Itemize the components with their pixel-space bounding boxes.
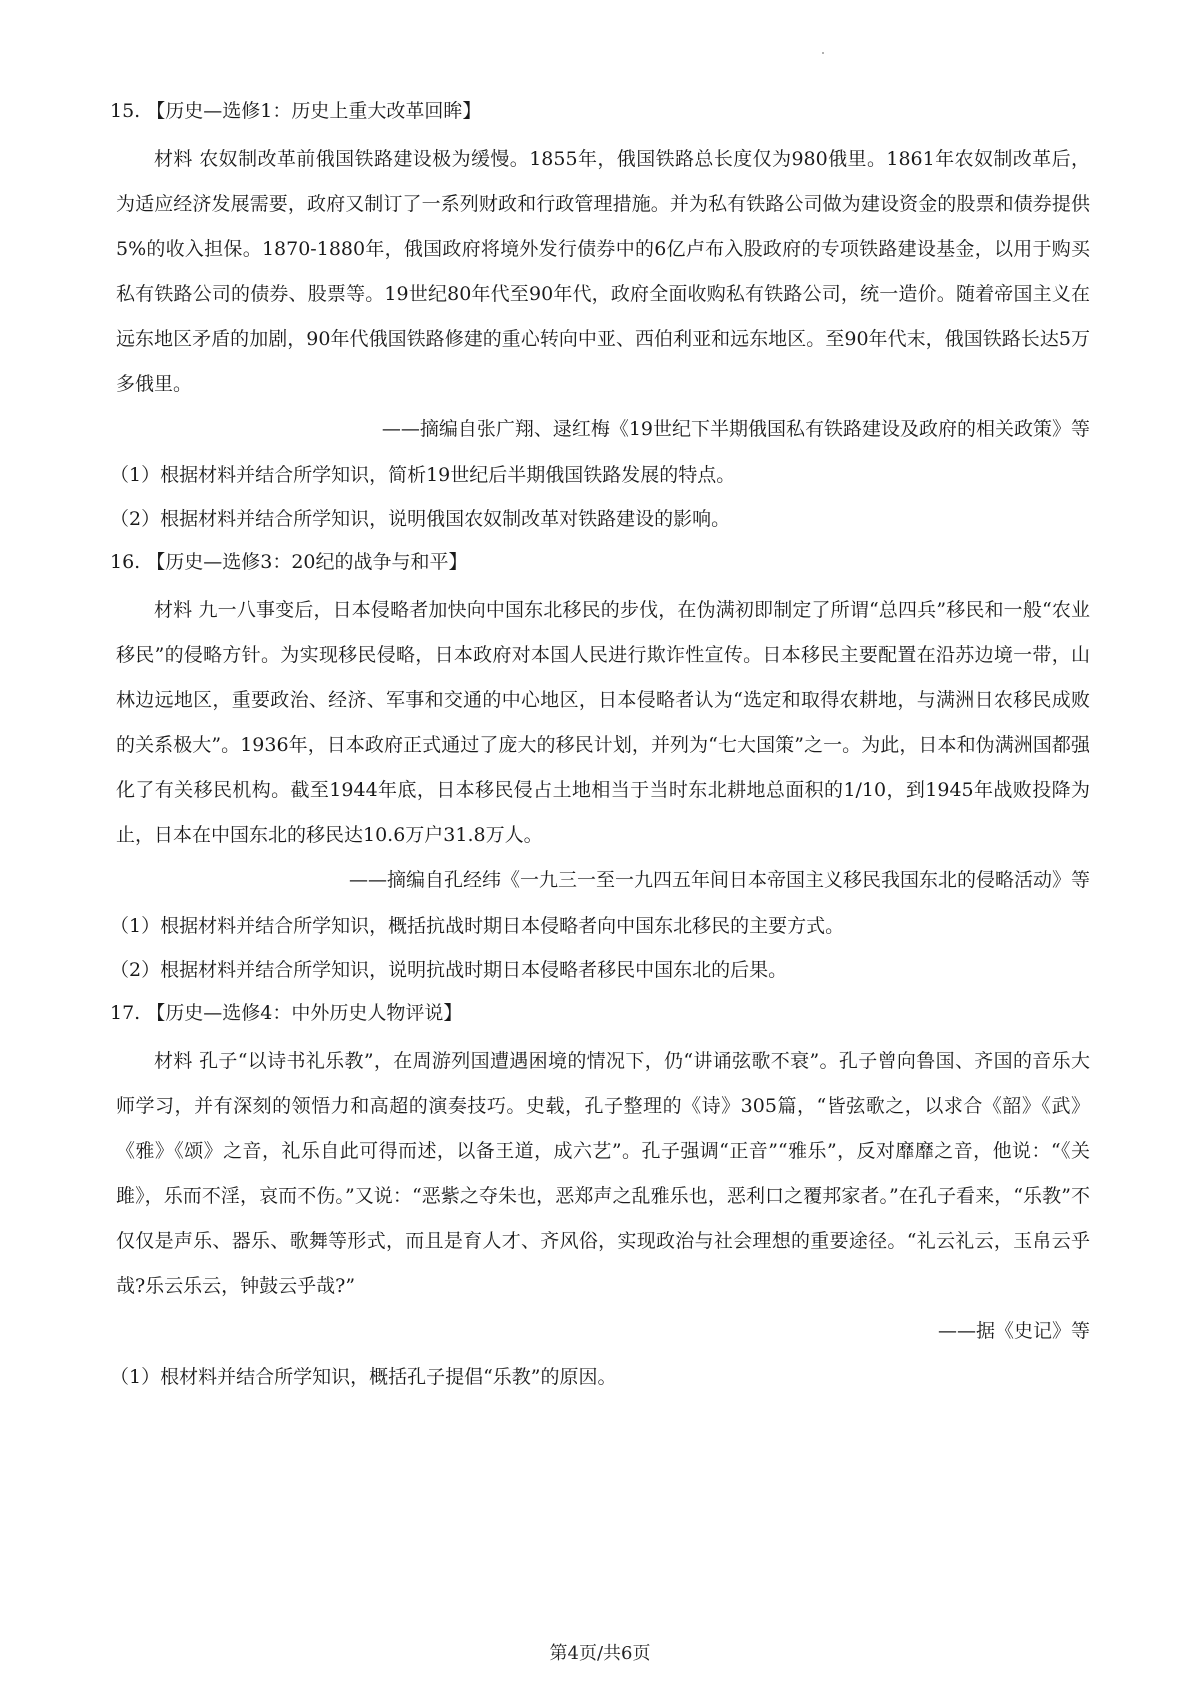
page-footer: 第4页/共6页	[549, 1643, 651, 1664]
source-citation: ——据《史记》等	[937, 1320, 1090, 1342]
question-item: （2）根据材料并结合所学知识，说明抗战时期日本侵略者移民中国东北的后果。	[110, 959, 788, 981]
section-15	[110, 96, 1090, 541]
material-paragraph: 材料 农奴制改革前俄国铁路建设极为缓慢。1855年，俄国铁路总长度仅为980俄里。1861年农奴制改革后，为适应经济发展需要，政府又制订了一系列财政和行政管理措施。并为私有铁路公司做为建设资金的股票和债券提供5%的收入担保。1870-1880年，俄国政府将境外发行债券中的6亿卢布入股政府的专项铁路建设基金，以用于购买私有铁路公司的债券、股票等。19世纪80年代至90年代，政府全面收购私有铁路公司，统一造价。随着帝国主义在远东地区矛盾的加剧，90年代俄国铁路修建的重心转向中亚、西伯利亚和远东地区。至90年代末，俄国铁路长达5万多俄里。	[116, 148, 1090, 395]
question-item: （1）根材料并结合所学知识，概括孔子提倡“乐教”的原因。	[110, 1366, 617, 1388]
section-heading: 17. 【历史—选修4：中外历史人物评说】	[110, 1002, 463, 1024]
material-paragraph: 材料 九一八事变后，日本侵略者加快向中国东北移民的步伐，在伪满初即制定了所谓“总四兵”移民和一般“农业移民”的侵略方针。为实现移民侵略，日本政府对本国人民进行欺诈性宣传。日本移民主要配置在沿苏边境一带，山林边远地区，重要政治、经济、军事和交通的中心地区，日本侵略者认为“选定和取得农耕地，与满洲日农移民成败的关系极大”。1936年，日本政府正式通过了庞大的移民计划，并列为“七大国策”之一。为此，日本和伪满洲国都强化了有关移民机构。截至1944年底，日本移民侵占土地相当于当时东北耕地总面积的1/10，到1945年战败投降为止，日本在中国东北的移民达10.6万户31.8万人。	[116, 599, 1090, 846]
section-heading: 15. 【历史—选修1：历史上重大改革回眸】	[110, 100, 482, 122]
source-citation: ——摘编自张广翔、逯红梅《19世纪下半期俄国私有铁路建设及政府的相关政策》等	[381, 418, 1090, 440]
question-item: （2）根据材料并结合所学知识，说明俄国农奴制改革对铁路建设的影响。	[110, 508, 731, 530]
scan-speck	[822, 52, 824, 54]
material-paragraph: 材料 孔子“以诗书礼乐教”，在周游列国遭遇困境的情况下，仍“讲诵弦歌不衰”。孔子曾向鲁国、齐国的音乐大师学习，并有深刻的领悟力和高超的演奏技巧。史载，孔子整理的《诗》305篇，“皆弦歌之，以求合《韶》《武》《雅》《颂》之音，礼乐自此可得而述，以备王道，成六艺”。孔子强调“正音”“雅乐”，反对靡靡之音，他说：“《关雎》，乐而不淫，哀而不伤。”又说：“恶紫之夺朱也，恶郑声之乱雅乐也，恶利口之覆邦家者。”在孔子看来，“乐教”不仅仅是声乐、器乐、歌舞等形式，而且是育人才、齐风俗，实现政治与社会理想的重要途径。“礼云礼云，玉帛云乎哉?乐云乐云，钟鼓云乎哉?”	[116, 1050, 1090, 1297]
source-citation: ——摘编自孔经纬《一九三一至一九四五年间日本帝国主义移民我国东北的侵略活动》等	[348, 869, 1090, 891]
section-16	[110, 547, 1090, 992]
question-item: （1）根据材料并结合所学知识，简析19世纪后半期俄国铁路发展的特点。	[110, 464, 736, 486]
section-heading: 16. 【历史—选修3：20纪的战争与和平】	[110, 551, 468, 573]
section-17	[110, 998, 1090, 1399]
question-item: （1）根据材料并结合所学知识，概括抗战时期日本侵略者向中国东北移民的主要方式。	[110, 915, 845, 937]
